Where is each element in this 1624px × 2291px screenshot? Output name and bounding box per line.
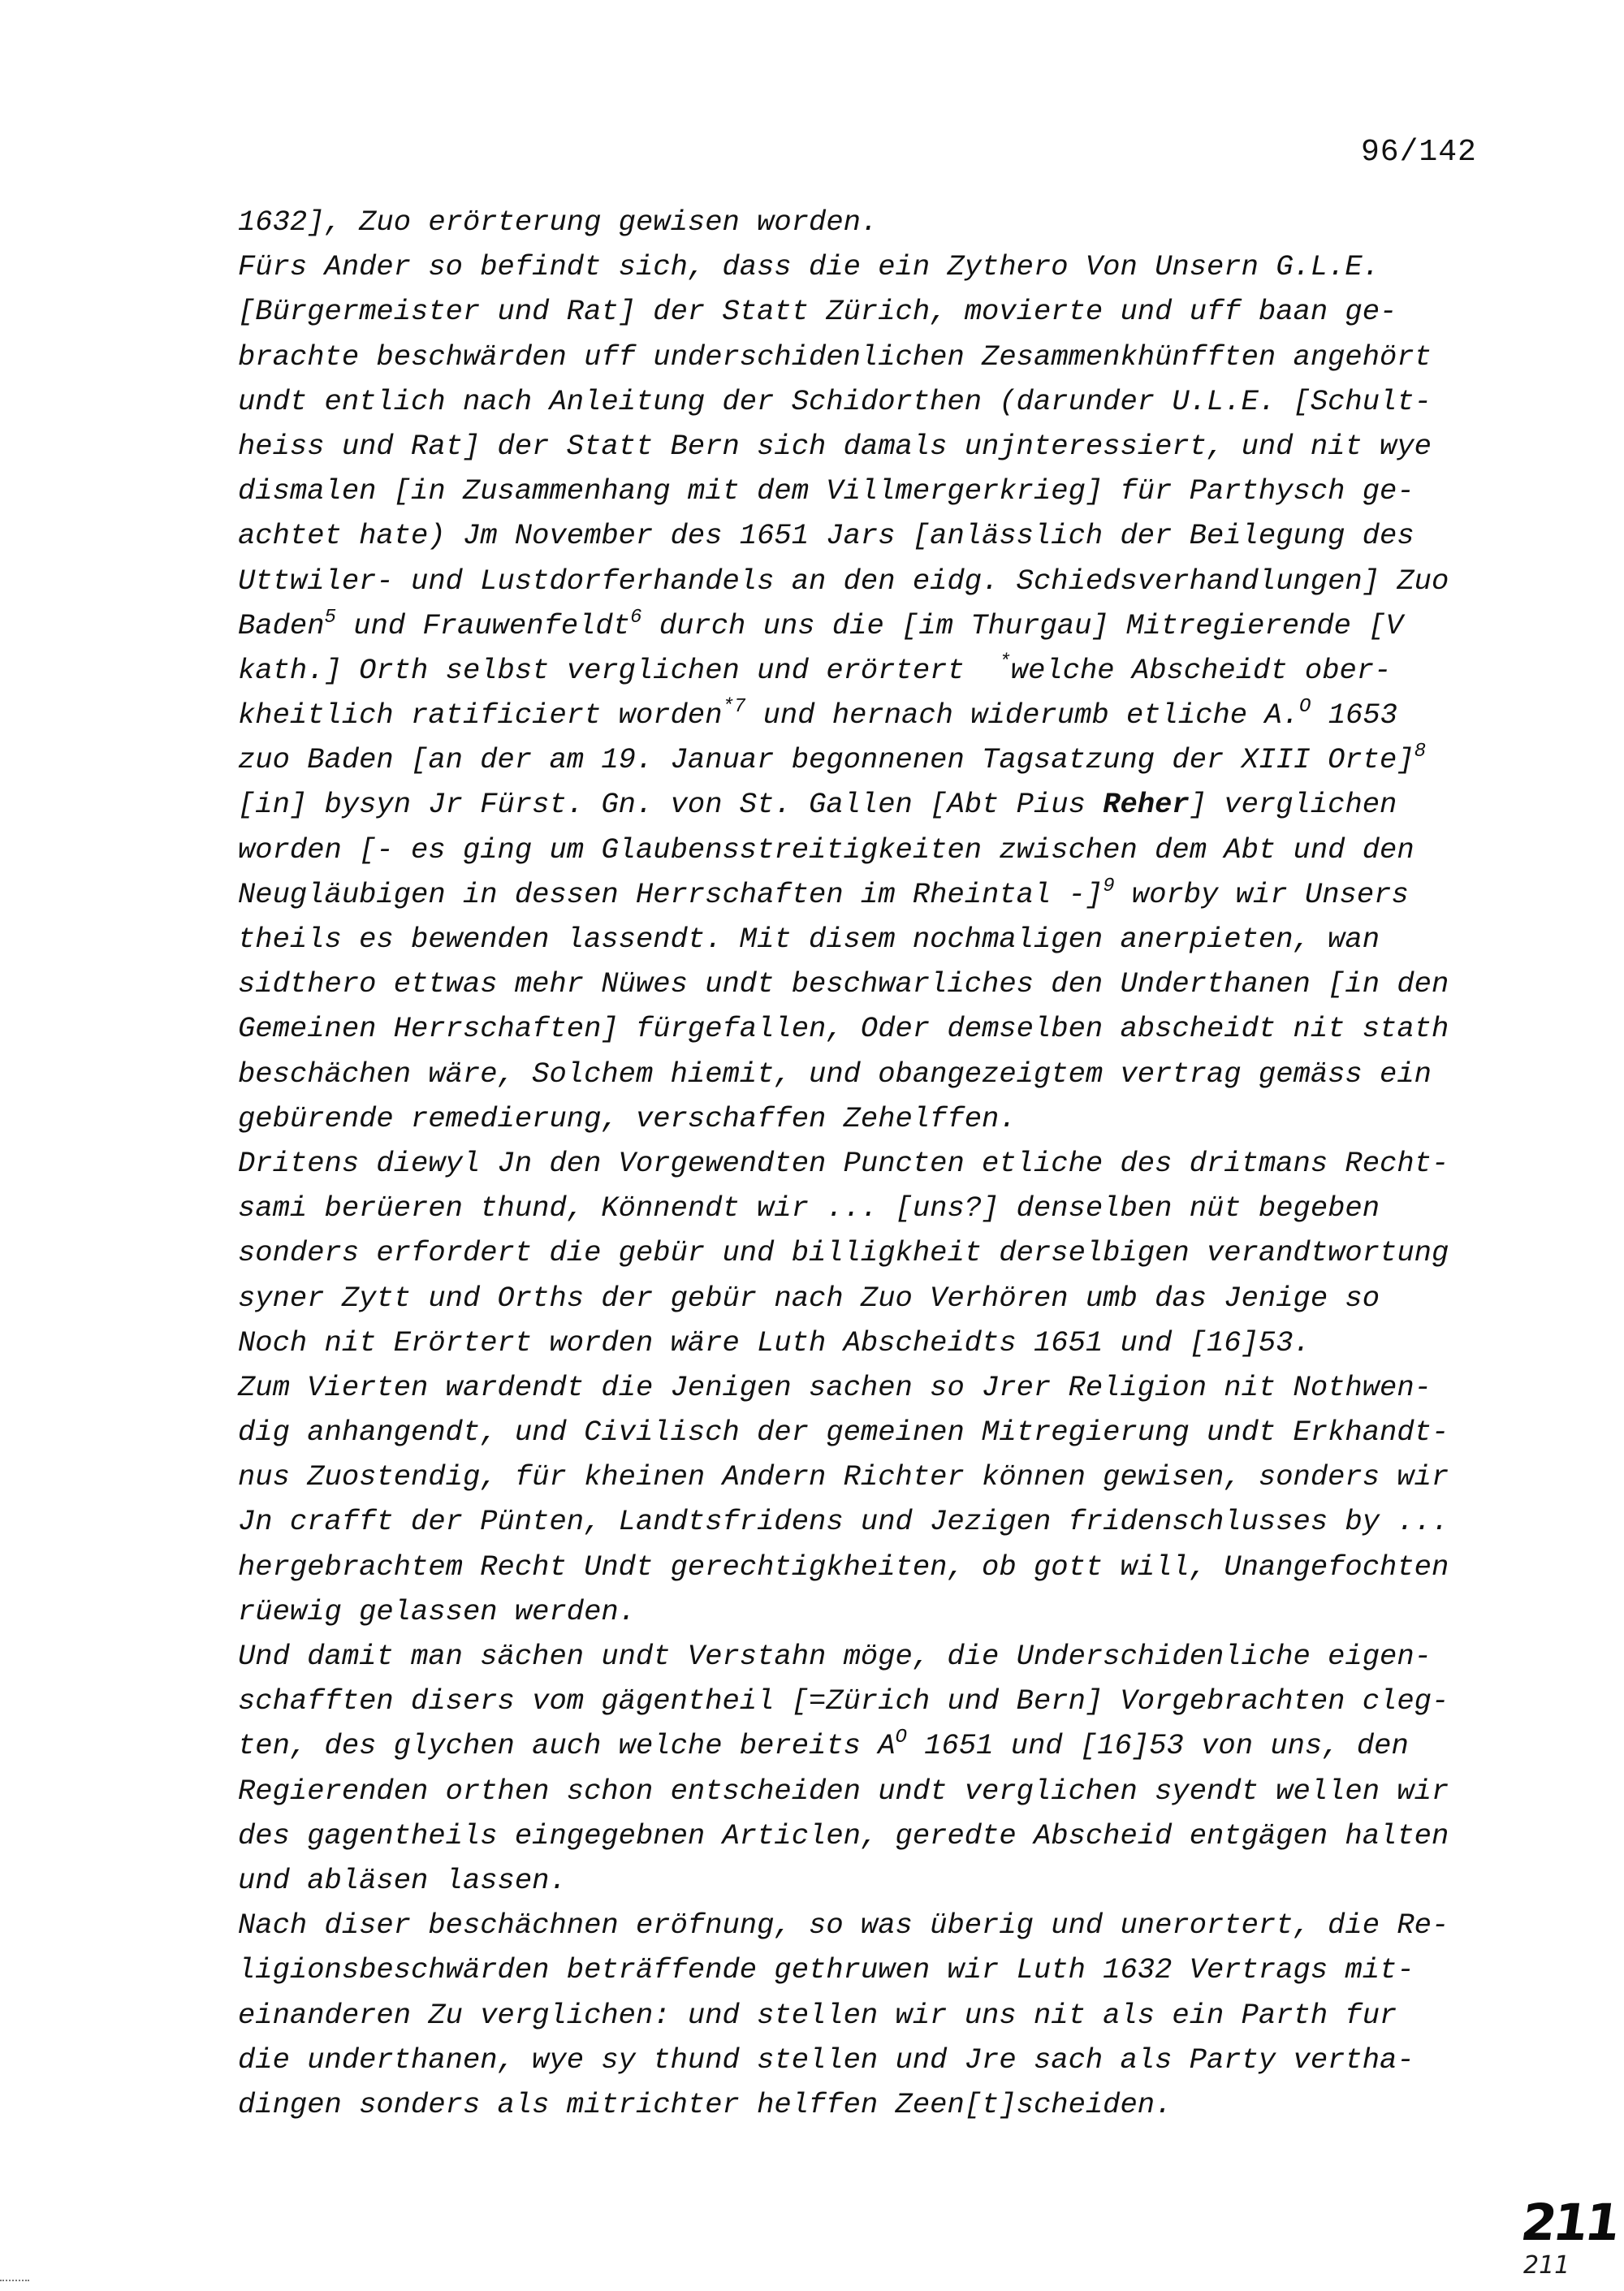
line-text: heiss und Rat] der Statt Bern sich damals unjnteressiert, und nit wye xyxy=(238,429,1432,463)
text-line xyxy=(238,1141,1488,1186)
text-line xyxy=(238,1679,1488,1723)
line-text: und abläsen lassen. xyxy=(238,1863,567,1897)
text-line xyxy=(238,1903,1488,1947)
line-text: achtet hate) Jm November des 1651 Jars [anlässlich der Beilegung des xyxy=(238,519,1415,553)
line-text: [Bürgermeister und Rat] der Statt Zürich, movierte und uff baan ge- xyxy=(238,295,1397,329)
footnote-marker: 5 xyxy=(324,606,336,629)
line-text: Zum Vierten wardendt die Jenigen sachen so Jrer Religion nit Nothwen- xyxy=(238,1370,1432,1404)
line-text: welche Abscheidt ober- xyxy=(1010,653,1392,687)
text-line xyxy=(238,1723,1488,1768)
text-line xyxy=(238,1096,1488,1141)
text-line xyxy=(238,1589,1488,1634)
text-line xyxy=(238,737,1488,782)
line-text: dig anhangendt, und Civilisch der gemeinen Mitregierung undt Erkhandt- xyxy=(238,1416,1449,1450)
text-line xyxy=(238,2082,1488,2127)
line-text: beschächen wäre, Solchem hiemit, und obangezeigtem vertrag gemäss ein xyxy=(238,1057,1432,1091)
text-line xyxy=(238,424,1488,469)
text-line xyxy=(238,917,1488,962)
line-text: kath.] Orth selbst verglichen und erörtert xyxy=(238,653,1000,687)
text-line xyxy=(238,782,1488,827)
text-line xyxy=(238,1993,1488,2038)
text-line xyxy=(238,1545,1488,1589)
text-line xyxy=(238,289,1488,334)
line-text: 1632], Zuo erörterung gewisen worden. xyxy=(238,205,879,239)
text-line xyxy=(238,1769,1488,1813)
line-text: ligionsbeschwärden beträffende gethruwen wir Luth 1632 Vertrags mit- xyxy=(238,1953,1415,1987)
line-text: schafften disers vom gägentheil [=Zürich und Bern] Vorgebrachten cleg- xyxy=(238,1684,1449,1718)
text-line xyxy=(238,1006,1488,1051)
text-line xyxy=(238,2038,1488,2082)
text-line xyxy=(238,1634,1488,1679)
text-line xyxy=(238,1186,1488,1230)
line-text: und hernach widerumb etliche A. xyxy=(745,698,1300,733)
text-line xyxy=(238,200,1488,244)
footnote-marker: O xyxy=(1299,696,1311,719)
footnote-marker: 6 xyxy=(630,606,642,629)
text-line xyxy=(238,1321,1488,1365)
line-text: syner Zytt und Orths der gebür nach Zuo Verhören umb das Jenige so xyxy=(238,1281,1380,1315)
line-text: des gagentheils eingegebnen Articlen, geredte Abscheid entgägen halten xyxy=(238,1818,1449,1852)
handwritten-page-number: 211 xyxy=(1517,2193,1622,2252)
line-text: brachte beschwärden uff underschidenlichen Zesammenkhünfften angehört xyxy=(238,339,1432,374)
line-text: 1651 und [16]53 von uns, den xyxy=(906,1729,1409,1763)
document-body xyxy=(238,200,1488,2127)
line-text: Regierenden orthen schon entscheiden undt verglichen syendt wellen wir xyxy=(238,1774,1449,1808)
line-text: ] verglichen xyxy=(1189,788,1397,822)
line-text: Neugläubigen in dessen Herrschaften im Rheintal -] xyxy=(238,877,1104,911)
text-line xyxy=(238,1499,1488,1544)
text-line xyxy=(238,1052,1488,1096)
text-line xyxy=(238,1365,1488,1410)
line-text: zuo Baden [an der am 19. Januar begonnenen Tagsatzung der XIII Orte] xyxy=(238,743,1415,777)
line-text: Gemeinen Herrschaften] fürgefallen, Oder demselben abscheidt nit stath xyxy=(238,1012,1449,1046)
line-text: sami berüeren thund, Könnendt wir ... [uns?] denselben nüt begeben xyxy=(238,1191,1380,1225)
text-line xyxy=(238,1455,1488,1499)
text-line xyxy=(238,1813,1488,1858)
line-text: Dritens diewyl Jn den Vorgewendten Puncten etliche des dritmans Recht- xyxy=(238,1146,1449,1180)
line-text: theils es bewenden lassendt. Mit disem nochmaligen anerpieten, wan xyxy=(238,923,1380,956)
line-text: dismalen [in Zusammenhang mit dem Villmergerkrieg] für Parthysch ge- xyxy=(238,474,1415,508)
line-text: Noch nit Erörtert worden wäre Luth Abscheidts 1651 und [16]53. xyxy=(238,1325,1311,1359)
footnote-marker: 9 xyxy=(1103,875,1115,897)
text-line xyxy=(238,872,1488,917)
line-text: Fürs Ander so befindt sich, dass die ein Zythero Von Unsern G.L.E. xyxy=(238,250,1380,284)
text-line xyxy=(238,469,1488,513)
text-line xyxy=(238,513,1488,558)
text-line xyxy=(238,962,1488,1006)
line-text: Baden xyxy=(238,608,325,642)
text-line xyxy=(238,559,1488,603)
text-line xyxy=(238,693,1488,737)
text-line xyxy=(238,648,1488,693)
line-text: gebürende remedierung, verschaffen Zehelffen. xyxy=(238,1101,1017,1135)
line-text: Jn crafft der Pünten, Landtsfridens und Jezigen fridenschlusses by ... xyxy=(238,1505,1449,1539)
text-line xyxy=(238,335,1488,379)
scan-edge-mark xyxy=(0,2278,29,2281)
line-text: Und damit man sächen undt Verstahn möge, die Underschidenliche eigen- xyxy=(238,1640,1432,1673)
footnote-marker: O xyxy=(895,1727,907,1749)
line-text: und Frauwenfeldt xyxy=(335,608,631,642)
line-text: ten, des glychen auch welche bereits A xyxy=(238,1729,896,1763)
line-text: sonders erfordert die gebür und billigkheit derselbigen verandtwortung xyxy=(238,1236,1449,1270)
text-line xyxy=(238,1858,1488,1903)
line-text: undt entlich nach Anleitung der Schidorthen (darunder U.L.E. [Schult- xyxy=(238,384,1432,418)
text-line xyxy=(238,1276,1488,1321)
line-text: worby wir Unsers xyxy=(1114,877,1409,911)
text-line xyxy=(238,244,1488,289)
line-text: durch uns die [im Thurgau] Mitregierende [V xyxy=(641,608,1403,642)
text-line xyxy=(238,828,1488,872)
line-text: einanderen Zu verglichen: und stellen wir uns nit als ein Parth fur xyxy=(238,1998,1397,2032)
text-line xyxy=(238,1230,1488,1275)
text-line xyxy=(238,603,1488,648)
footnote-marker: * xyxy=(999,651,1011,673)
footnote-marker: *7 xyxy=(722,696,746,719)
line-text: 1653 xyxy=(1311,698,1397,733)
line-text: dingen sonders als mitrichter helffen Zeen[t]scheiden. xyxy=(238,2087,1173,2121)
line-text: sidthero ettwas mehr Nüwes undt beschwarliches den Underthanen [in den xyxy=(238,967,1449,1001)
line-text: worden [- es ging um Glaubensstreitigkeiten zwischen dem Abt und den xyxy=(238,832,1415,867)
page-number: 96/142 xyxy=(1361,135,1477,170)
handwritten-page-number-small: 211 xyxy=(1523,2251,1570,2280)
line-text: kheitlich ratificiert worden xyxy=(238,698,723,733)
line-text: Uttwiler- und Lustdorferhandels an den eidg. Schiedsverhandlungen] Zuo xyxy=(238,564,1449,598)
footnote-marker: 8 xyxy=(1414,741,1427,763)
line-text: Nach diser beschächnen eröfnung, so was überig und unerortert, die Re- xyxy=(238,1908,1449,1943)
line-text: [in] bysyn Jr Fürst. Gn. von St. Gallen [Abt Pius xyxy=(238,788,1104,822)
line-text: hergebrachtem Recht Undt gerechtigkheiten, ob gott will, Unangefochten xyxy=(238,1550,1449,1584)
emphasized-name: Reher xyxy=(1103,788,1190,822)
text-line xyxy=(238,1410,1488,1455)
line-text: die underthanen, wye sy thund stellen und Jre sach als Party vertha- xyxy=(238,2042,1415,2077)
line-text: rüewig gelassen werden. xyxy=(238,1594,636,1628)
text-line xyxy=(238,379,1488,424)
text-line xyxy=(238,1947,1488,1992)
line-text: nus Zuostendig, für kheinen Andern Richter können gewisen, sonders wir xyxy=(238,1460,1449,1494)
